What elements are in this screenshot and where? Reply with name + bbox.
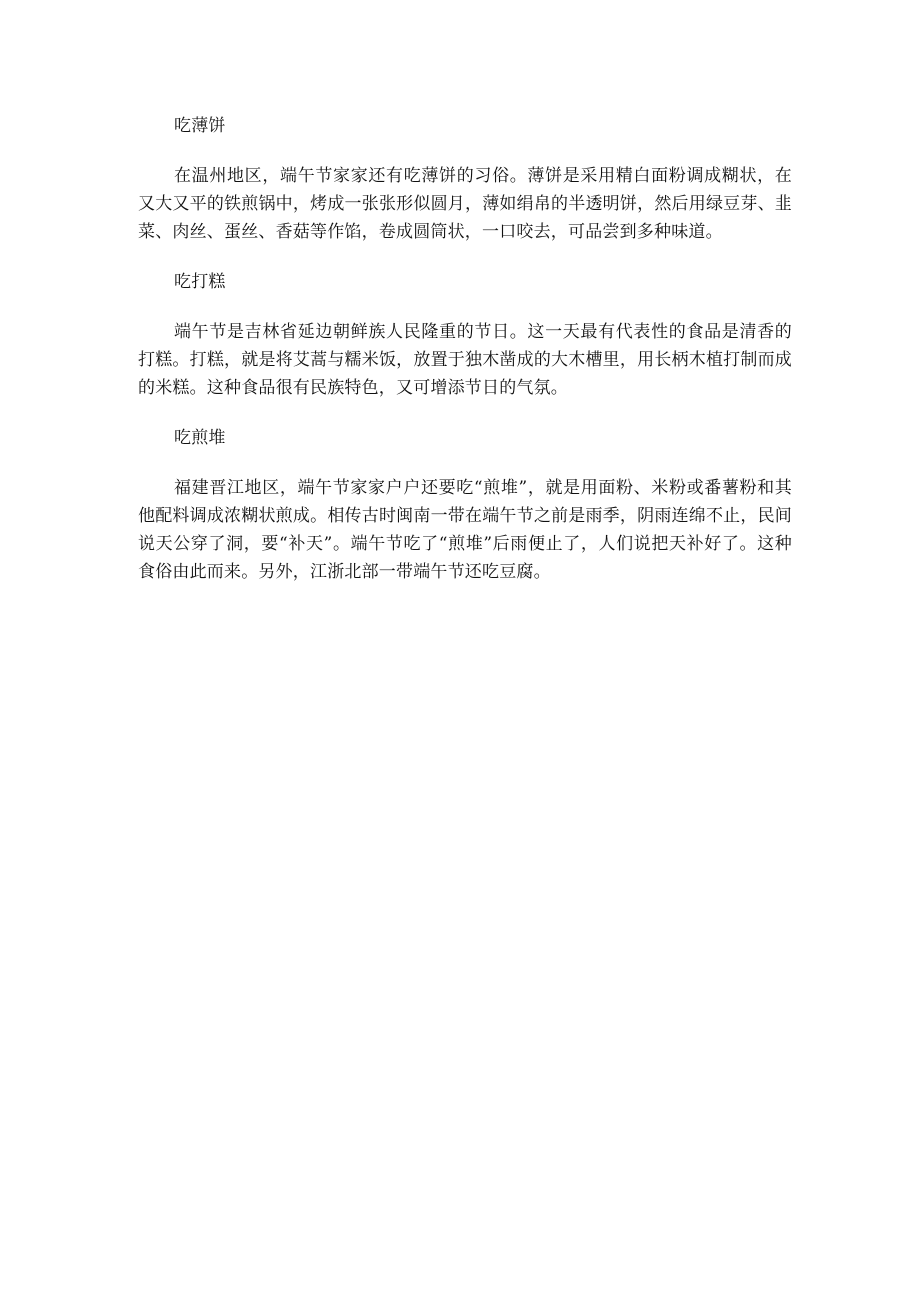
section-paragraph: 端午节是吉林省延边朝鲜族人民隆重的节日。这一天最有代表性的食品是清香的打糕。打糕，就是将艾蒿与糯米饭，放置于独木凿成的大木槽里，用长柄木植打制而成的米糕。这种食品很有民族特色，又可增添节日的气氛。 xyxy=(138,322,792,398)
section-heading: 吃煎堆 xyxy=(174,428,226,448)
section-heading: 吃打糕 xyxy=(174,272,226,292)
section-heading: 吃薄饼 xyxy=(174,116,226,136)
section-paragraph: 在温州地区，端午节家家还有吃薄饼的习俗。薄饼是采用精白面粉调成糊状，在又大又平的铁煎锅中，烤成一张张形似圆月，薄如绢帛的半透明饼，然后用绿豆芽、韭菜、肉丝、蛋丝、香菇等作馅，卷成圆筒状，一口咬去，可品尝到多种味道。 xyxy=(138,166,792,242)
section-fried-dumpling xyxy=(138,426,792,586)
section-rice-cake xyxy=(138,270,792,402)
section-paragraph: 福建晋江地区，端午节家家户户还要吃“煎堆”，就是用面粉、米粉或番薯粉和其他配料调成浓糊状煎成。相传古时闽南一带在端午节之前是雨季，阴雨连绵不止，民间说天公穿了洞，要“补天”。端午节吃了“煎堆”后雨便止了，人们说把天补好了。这种食俗由此而来。另外，江浙北部一带端午节还吃豆腐。 xyxy=(138,478,792,582)
document-page xyxy=(138,114,792,610)
section-thin-pancake xyxy=(138,114,792,246)
